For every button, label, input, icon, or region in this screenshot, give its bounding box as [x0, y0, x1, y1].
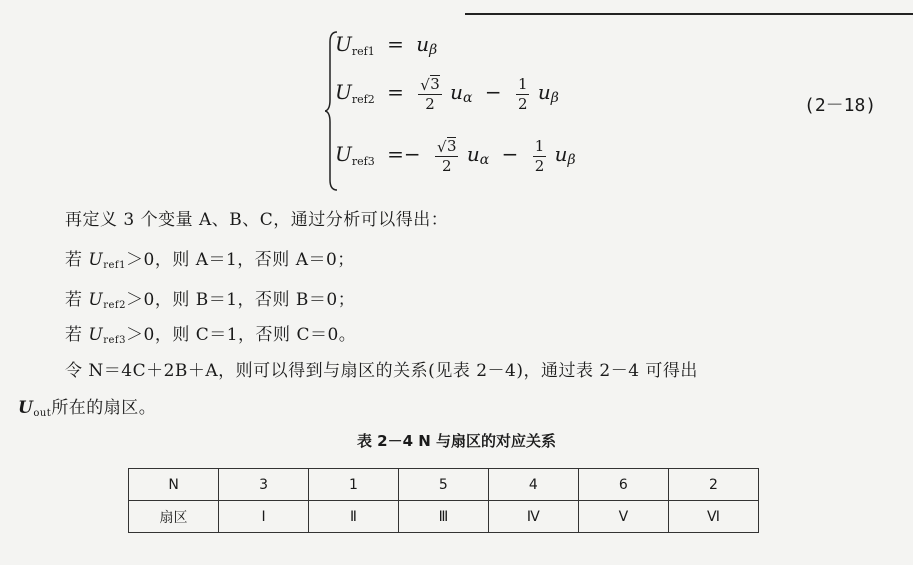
- n-sector-table: [128, 468, 759, 533]
- table-cell: 1: [309, 469, 399, 501]
- table-cell: Ⅱ: [309, 501, 399, 533]
- table-cell: Ⅴ: [578, 501, 668, 533]
- page-header-rule: [465, 13, 913, 15]
- eq-greek: α: [479, 152, 490, 168]
- condition-a: 若 $U_{ref1}>0$，则 A＝1，否则 A＝0；: [65, 250, 355, 271]
- equation-number: (2－18): [804, 95, 877, 116]
- eq-subscript: ref3: [351, 155, 375, 168]
- fraction-sqrt3-over-2: √ 3 2: [420, 75, 440, 113]
- table-cell: Ⅰ: [219, 501, 309, 533]
- eq-operator: =: [387, 32, 404, 56]
- fraction-sqrt3-over-2: √ 3 2: [436, 137, 457, 175]
- condition-b: 若 $U_{ref2}>0$，则 B＝1，否则 B＝0；: [65, 290, 356, 311]
- paragraph-define-variables: 再定义 3 个变量 A、B、C，通过分析可以得出：: [65, 210, 449, 230]
- table-cell: 2: [668, 469, 758, 501]
- eq-greek: β: [550, 90, 559, 106]
- eq-var: u: [416, 32, 430, 56]
- eq-subscript: ref2: [351, 93, 375, 106]
- eq-operator: =−: [387, 142, 421, 166]
- equation-system: [325, 30, 625, 195]
- table-caption: 表 2－4 N 与扇区的对应关系: [356, 432, 557, 450]
- table-cell: 6: [578, 469, 668, 501]
- eq-var: u: [537, 80, 551, 104]
- equation-row-2: [335, 74, 559, 113]
- sqrt-icon: √: [436, 138, 447, 156]
- table-cell: N: [129, 469, 219, 501]
- eq-var: U: [335, 142, 352, 166]
- fraction-1-over-2: $\frac{1}{2}$: [534, 137, 545, 175]
- fraction-1-over-2: $\frac{1}{2}$: [517, 75, 528, 113]
- eq-var: u: [554, 142, 568, 166]
- table-cell: 扇区: [129, 501, 219, 533]
- eq-subscript: ref1: [351, 45, 375, 58]
- table-cell: 5: [398, 469, 488, 501]
- eq-var: u: [466, 142, 480, 166]
- table-row: [129, 469, 759, 501]
- eq-greek: α: [462, 90, 473, 106]
- paragraph-uout-sector: $U_{out}$所在的扇区。: [18, 398, 157, 419]
- eq-greek: β: [567, 152, 576, 168]
- eq-operator: −: [501, 142, 519, 166]
- condition-c: 若 $U_{ref3}>0$，则 C＝1，否则 C＝0。: [65, 325, 357, 346]
- table-cell: Ⅵ: [668, 501, 758, 533]
- eq-greek: β: [429, 42, 438, 58]
- table-cell: Ⅳ: [488, 501, 578, 533]
- eq-var: U: [335, 32, 352, 56]
- eq-var: u: [450, 80, 463, 104]
- eq-var: U: [335, 80, 352, 104]
- equation-row-1: [335, 32, 437, 58]
- table-cell: 4: [488, 469, 578, 501]
- sqrt-icon: √: [420, 76, 430, 94]
- table-cell: Ⅲ: [398, 501, 488, 533]
- eq-operator: =: [387, 80, 404, 104]
- paragraph-n-definition: 令 N＝4C＋2B＋A，则可以得到与扇区的关系(见表 2－4)，通过表 2－4 可得出: [65, 361, 698, 381]
- table-cell: 3: [219, 469, 309, 501]
- table-row: [129, 501, 759, 533]
- equation-row-3: [335, 136, 576, 175]
- eq-operator: −: [484, 80, 502, 104]
